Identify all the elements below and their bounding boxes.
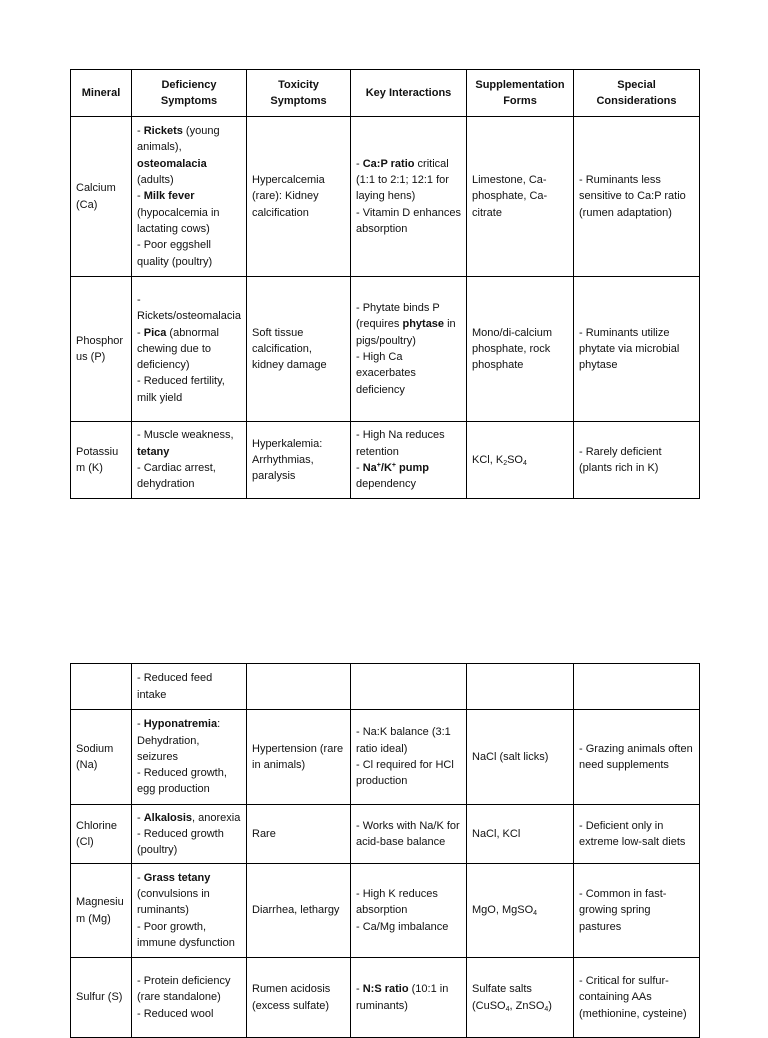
toxicity-cell [247, 422, 351, 499]
cell-text: - Muscle weakness, [137, 429, 234, 442]
cell-text: 4 [533, 910, 538, 918]
cell-line [137, 765, 241, 798]
cell-line [252, 826, 345, 842]
supplementation-cell [467, 277, 574, 422]
special-cell [574, 422, 700, 499]
cell-text: Hypertension (rare in animals) [252, 742, 344, 771]
cell-line [579, 818, 694, 851]
mineral-cell: Chlorine (Cl) [71, 805, 132, 864]
cell-line [472, 452, 568, 468]
cell-text: (10:1 in ruminants) [356, 983, 449, 1012]
supplementation-cell [467, 958, 574, 1038]
cell-text: Milk fever [143, 190, 195, 203]
mineral-table-top [70, 69, 700, 499]
header-deficiency: Deficiency Symptoms [132, 70, 247, 117]
cell-line [137, 373, 241, 406]
cell-line [252, 172, 345, 221]
cell-text: - Ruminants less sensitive to Ca:P ratio (rumen adaptation) [579, 174, 686, 219]
cell-line [356, 757, 461, 790]
cell-text: , ZnSO [509, 999, 545, 1012]
cell-text: - [356, 983, 363, 996]
mineral-cell [71, 664, 132, 710]
cell-text: Soft tissue calcification, kidney damage [252, 326, 327, 372]
cell-text: - Critical for sulfur-containing AAs (methionine, cysteine) [579, 975, 687, 1020]
table-row [71, 805, 700, 864]
toxicity-cell [247, 664, 351, 710]
cell-line [356, 724, 461, 757]
cell-line [579, 172, 694, 221]
cell-text: - [137, 811, 144, 824]
interactions-cell [351, 664, 467, 710]
cell-text: NaCl (salt licks) [472, 750, 549, 763]
cell-text: - Grazing animals often need supplements [579, 742, 693, 771]
cell-line [356, 919, 461, 935]
cell-text: 4 [523, 459, 527, 467]
cell-line [356, 205, 461, 238]
table-row [71, 664, 700, 710]
cell-line [137, 237, 241, 270]
header-special: Special Considerations [574, 70, 700, 117]
cell-text: - Cardiac arrest, dehydration [137, 462, 216, 491]
cell-text: SO [507, 453, 523, 466]
cell-line [356, 300, 461, 349]
cell-text: (convulsions in ruminants) [137, 888, 210, 917]
cell-text: - Poor eggshell quality (poultry) [137, 239, 213, 268]
deficiency-cell [132, 117, 247, 277]
header-toxicity: Toxicity Symptoms [247, 70, 351, 117]
supplementation-cell [467, 422, 574, 499]
mineral-table-bottom [70, 663, 700, 1038]
interactions-cell [351, 710, 467, 805]
header-interactions: Key Interactions [351, 70, 467, 117]
mineral-cell: Sodium (Na) [71, 710, 132, 805]
cell-line [579, 444, 694, 477]
cell-text: - High Na reduces retention [356, 429, 445, 458]
cell-line [356, 427, 461, 460]
supplementation-cell [467, 864, 574, 958]
deficiency-cell [132, 710, 247, 805]
cell-line [137, 670, 241, 703]
interactions-cell [351, 117, 467, 277]
cell-text: Ca:P ratio [362, 157, 415, 170]
toxicity-cell [247, 958, 351, 1038]
toxicity-cell [247, 805, 351, 864]
cell-text: , anorexia [192, 811, 241, 824]
table-body-bottom [71, 664, 700, 1038]
mineral-cell: Sulfur (S) [71, 958, 132, 1038]
cell-line [252, 741, 345, 774]
table-body-top [71, 117, 700, 499]
cell-text: - [137, 871, 144, 884]
cell-text: Na [362, 462, 377, 474]
cell-text: 2 [503, 459, 508, 467]
toxicity-cell [247, 117, 351, 277]
cell-text: - High K reduces absorption [356, 888, 438, 917]
interactions-cell [351, 805, 467, 864]
mineral-cell: Calcium (Ca) [71, 117, 132, 277]
supplementation-cell [467, 805, 574, 864]
cell-text: 4 [505, 1005, 510, 1013]
cell-text: - [137, 125, 144, 138]
cell-text: Rickets [143, 125, 183, 138]
cell-text: - Reduced fertility, milk yield [137, 375, 225, 404]
cell-text: - [137, 326, 144, 339]
cell-text: /K [380, 462, 392, 474]
cell-text: - Rarely deficient (plants rich in K) [579, 445, 662, 474]
cell-text: - Rickets/osteomalacia [137, 293, 241, 323]
cell-text: NaCl, KCl [472, 827, 521, 840]
cell-text: Hypercalcemia (rare): Kidney calcification [252, 174, 325, 219]
cell-line [472, 981, 568, 1014]
cell-text: phytase [402, 318, 445, 331]
cell-text: - Works with Na/K for acid-base balance [356, 819, 460, 848]
cell-text: Mono/di-calcium phosphate, rock phosphate [472, 326, 553, 372]
interactions-cell [351, 277, 467, 422]
mineral-cell: Magnesium (Mg) [71, 864, 132, 958]
cell-text: Sulfate salts (CuSO [472, 983, 532, 1012]
cell-text: - Cl required for HCl production [356, 759, 454, 788]
cell-line [137, 810, 241, 826]
toxicity-cell [247, 864, 351, 958]
cell-text: + [391, 462, 396, 469]
cell-line [472, 902, 568, 918]
cell-line [137, 427, 241, 460]
cell-text: - [137, 718, 144, 731]
cell-text: KCl, K [472, 453, 504, 466]
cell-line [137, 460, 241, 493]
cell-line [137, 870, 241, 919]
cell-text: - Reduced growth, egg production [137, 767, 227, 796]
cell-line [356, 886, 461, 919]
cell-line [137, 716, 241, 765]
cell-text: - Reduced feed intake [137, 672, 213, 701]
table-row [71, 422, 700, 499]
special-cell [574, 710, 700, 805]
cell-line [137, 123, 241, 188]
cell-line [472, 749, 568, 765]
cell-line [356, 156, 461, 205]
cell-text: ) [548, 999, 552, 1012]
cell-line [356, 818, 461, 851]
cell-text: (abnormal chewing due to deficiency) [137, 326, 219, 372]
header-row [71, 70, 700, 117]
table-row [71, 710, 700, 805]
cell-text: N:S ratio [362, 983, 409, 996]
special-cell [574, 664, 700, 710]
cell-text: dependency [356, 478, 416, 491]
cell-line [137, 826, 241, 859]
cell-text: - Na:K balance (3:1 ratio ideal) [356, 726, 451, 755]
cell-line [579, 886, 694, 935]
cell-line [252, 436, 345, 485]
cell-text: - [137, 190, 144, 203]
interactions-cell [351, 958, 467, 1038]
cell-line [472, 325, 568, 374]
cell-text: - Reduced wool [137, 1007, 214, 1020]
cell-text: Pica [143, 326, 167, 339]
cell-text: - Deficient only in extreme low-salt diets [579, 819, 686, 848]
cell-text: in pigs/poultry) [356, 318, 456, 347]
table-row [71, 958, 700, 1038]
cell-line [137, 188, 241, 237]
table-row [71, 117, 700, 277]
interactions-cell [351, 422, 467, 499]
cell-text: Rumen acidosis (excess sulfate) [252, 983, 331, 1012]
deficiency-cell [132, 664, 247, 710]
header-mineral: Mineral [71, 70, 132, 117]
cell-line [356, 460, 461, 493]
cell-line [137, 292, 241, 325]
cell-text: + [376, 462, 381, 469]
special-cell [574, 277, 700, 422]
cell-text: pump [395, 462, 429, 474]
special-cell [574, 864, 700, 958]
cell-text: - High Ca exacerbates deficiency [356, 351, 416, 396]
cell-text: Grass tetany [143, 871, 211, 884]
cell-text: Hyperkalemia: Arrhythmias, paralysis [252, 437, 323, 483]
cell-text: Diarrhea, lethargy [252, 904, 340, 917]
cell-text: Alkalosis [143, 811, 193, 824]
cell-text: - Phytate binds P (requires [356, 302, 440, 331]
deficiency-cell [132, 805, 247, 864]
cell-text: critical (1:1 to 2:1; 12:1 for laying hens) [356, 157, 449, 203]
cell-text: (young animals), [137, 125, 220, 154]
cell-text: Limestone, Ca-phosphate, Ca-citrate [472, 174, 548, 219]
deficiency-cell [132, 864, 247, 958]
cell-text: Hyponatremia [143, 718, 218, 731]
cell-text: osteomalacia [137, 157, 207, 170]
deficiency-cell [132, 958, 247, 1038]
special-cell [574, 958, 700, 1038]
table-row [71, 864, 700, 958]
mineral-cell: Phosphorus (P) [71, 277, 132, 422]
cell-line [579, 325, 694, 374]
cell-line [137, 973, 241, 1006]
cell-text: - Ruminants utilize phytate via microbial phytase [579, 326, 680, 372]
cell-text: : Dehydration, seizures [137, 718, 221, 763]
supplementation-cell [467, 710, 574, 805]
toxicity-cell [247, 277, 351, 422]
deficiency-cell [132, 277, 247, 422]
cell-text: (adults) [137, 174, 174, 187]
cell-text: - Ca/Mg imbalance [356, 920, 449, 933]
header-supplementation: Supplementation Forms [467, 70, 574, 117]
supplementation-cell [467, 664, 574, 710]
interactions-cell [351, 864, 467, 958]
special-cell [574, 805, 700, 864]
cell-text: - Poor growth, immune dysfunction [137, 920, 235, 949]
cell-text: tetany [137, 445, 170, 458]
cell-line [137, 919, 241, 952]
cell-line [472, 826, 568, 842]
cell-text: MgO, MgSO [472, 904, 534, 917]
cell-text: - [356, 157, 363, 170]
cell-line [356, 349, 461, 398]
deficiency-cell [132, 422, 247, 499]
cell-text: 4 [544, 1005, 549, 1013]
cell-line [252, 981, 345, 1014]
cell-line [137, 325, 241, 374]
mineral-cell: Potassium (K) [71, 422, 132, 499]
cell-line [252, 902, 345, 918]
table-row [71, 277, 700, 422]
cell-line [252, 325, 345, 374]
cell-text: - Common in fast-growing spring pastures [579, 888, 667, 933]
cell-line [137, 1006, 241, 1022]
cell-text: - Reduced growth (poultry) [137, 827, 224, 857]
cell-line [579, 741, 694, 774]
special-cell [574, 117, 700, 277]
cell-text: - Vitamin D enhances absorption [356, 206, 461, 235]
toxicity-cell [247, 710, 351, 805]
cell-text: Rare [252, 827, 276, 840]
cell-line [356, 981, 461, 1014]
cell-text: - [356, 462, 363, 474]
cell-line [472, 172, 568, 221]
cell-text: - Protein deficiency (rare standalone) [137, 975, 231, 1004]
cell-text: (hypocalcemia in lactating cows) [137, 206, 220, 235]
cell-line [579, 973, 694, 1022]
supplementation-cell [467, 117, 574, 277]
